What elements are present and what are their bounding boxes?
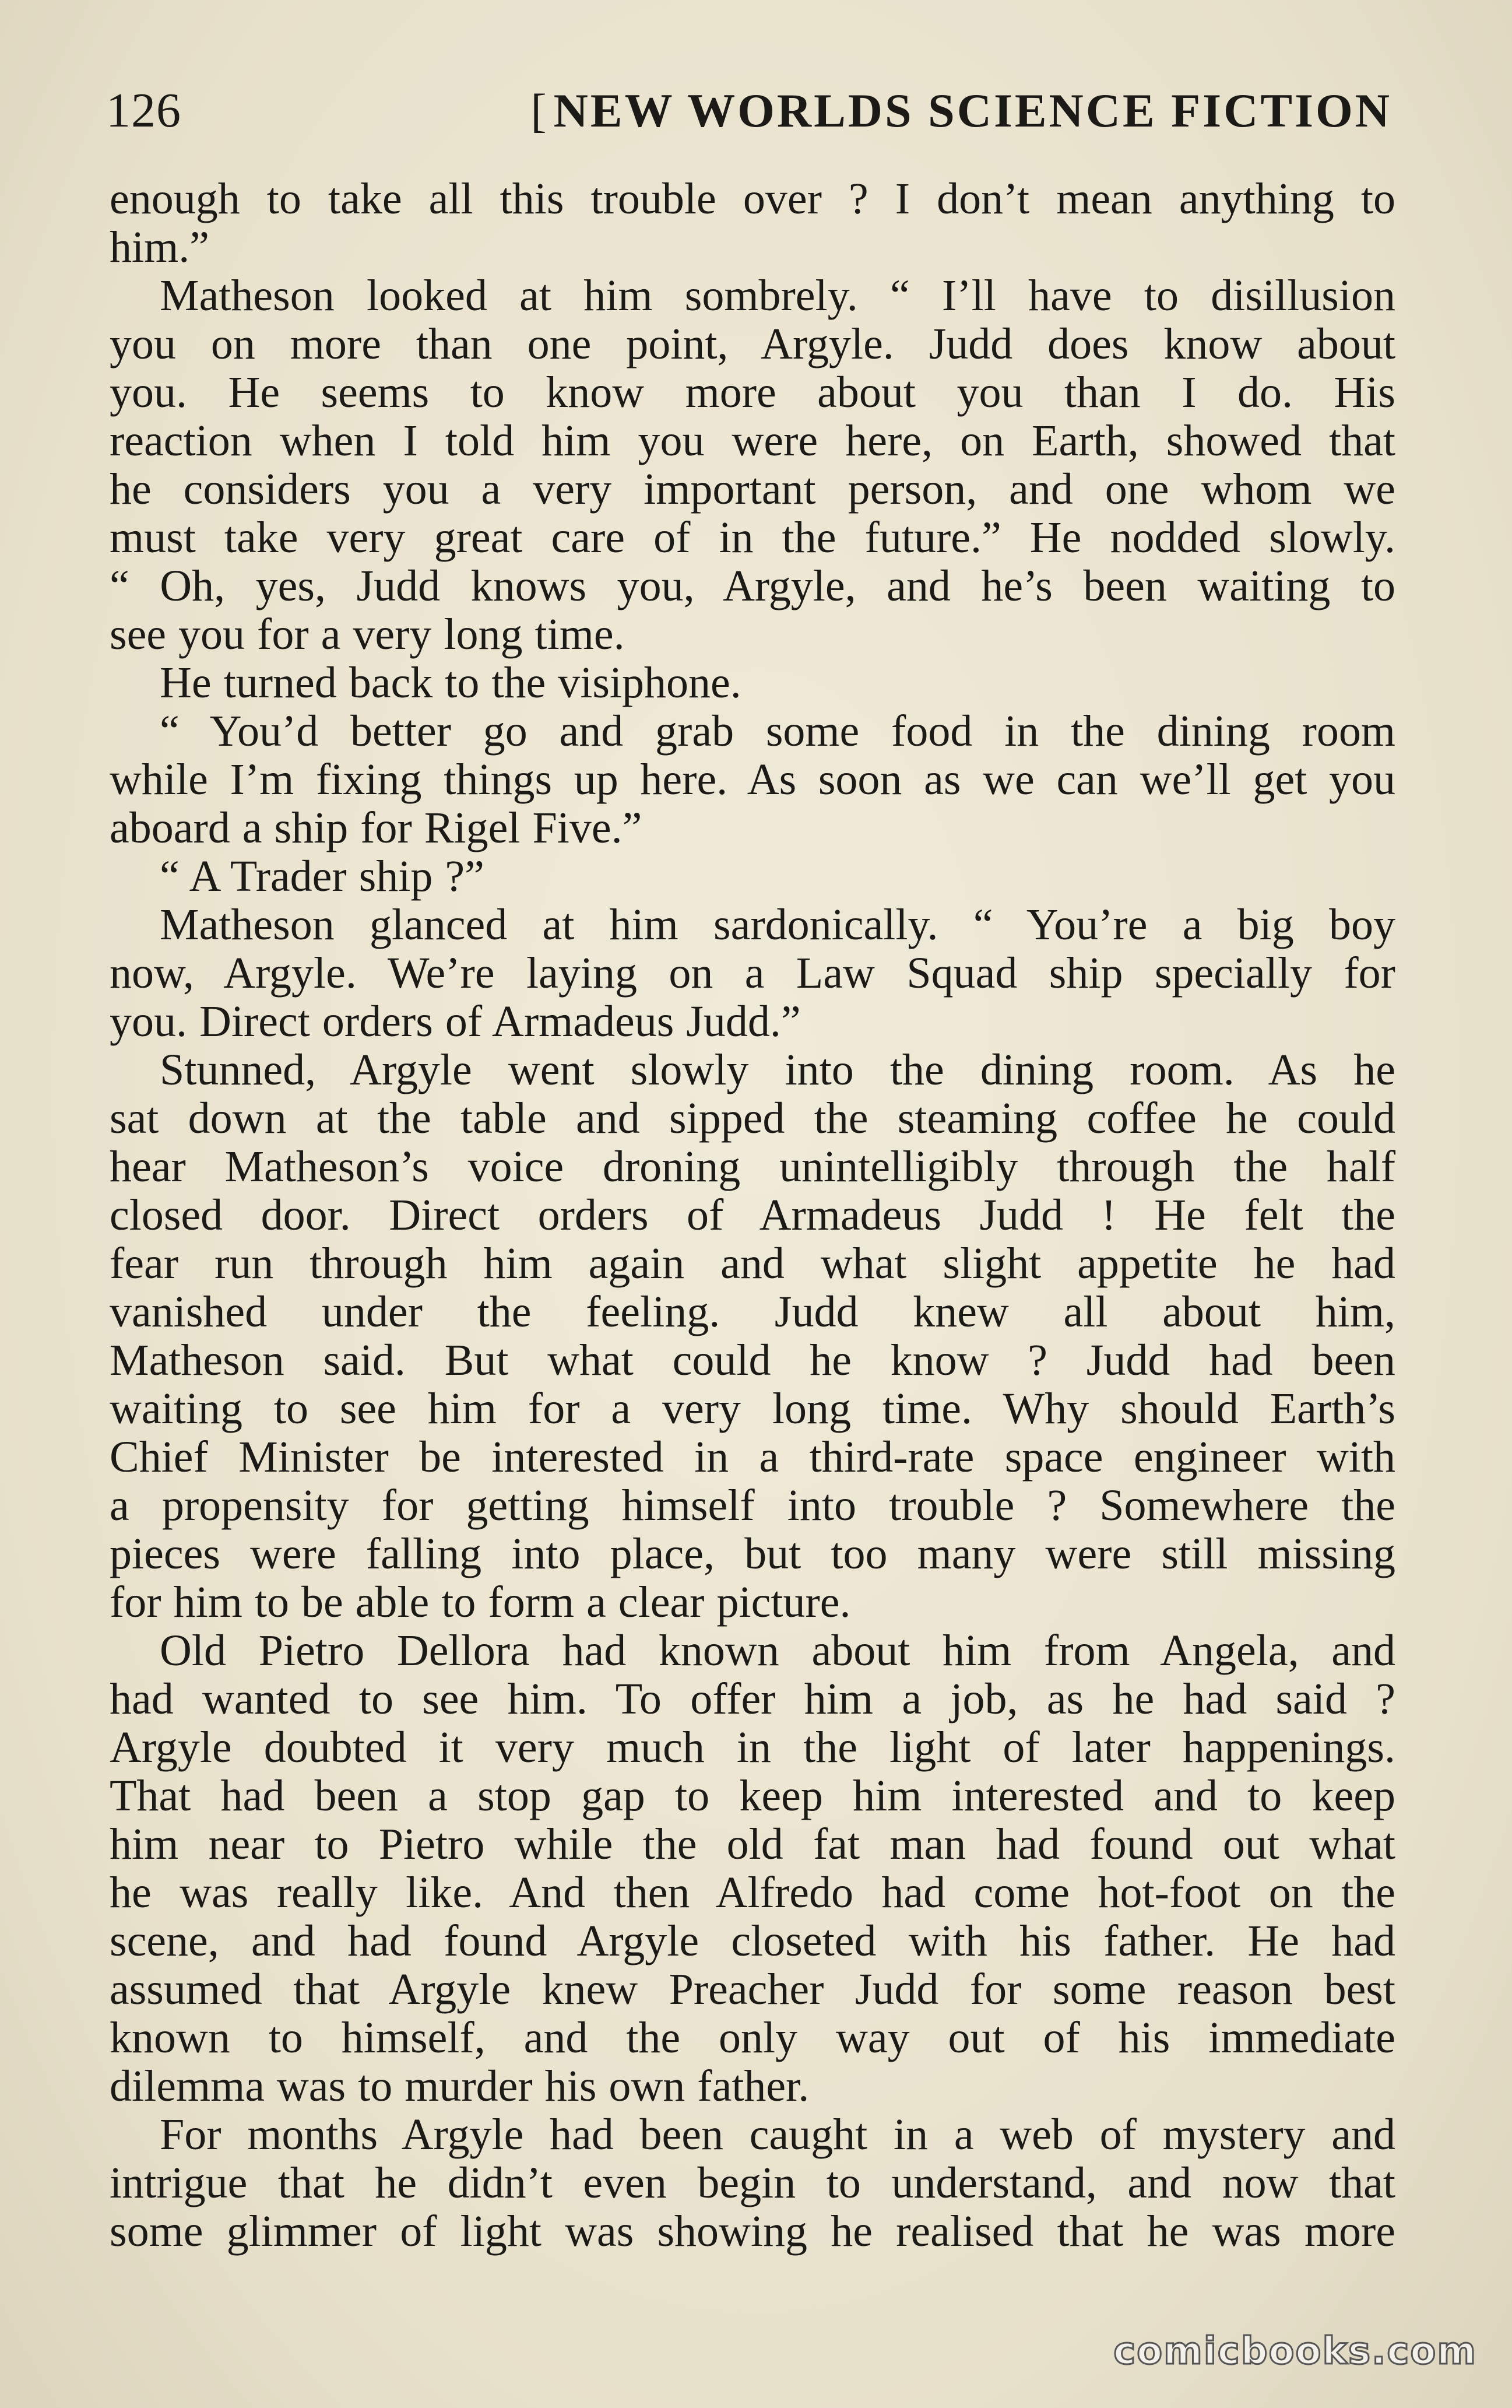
text-line: Matheson glanced at him sardonically. “ You’re a big boy bbox=[160, 900, 1395, 949]
title-bracket: [ bbox=[530, 84, 549, 137]
text-line: some glimmer of light was showing he realised that he was more bbox=[110, 2207, 1395, 2256]
text-line: closed door. Direct orders of Armadeus Judd ! He felt the bbox=[110, 1191, 1395, 1240]
text-line: he was really like. And then Alfredo had come hot-foot on the bbox=[110, 1868, 1395, 1917]
text-line: He turned back to the visiphone. bbox=[160, 658, 741, 707]
text-line: Matheson said. But what could he know ? Judd had been bbox=[110, 1336, 1395, 1385]
running-title-text: NEW WORLDS SCIENCE FICTION bbox=[553, 84, 1392, 137]
text-line: For months Argyle had been caught in a web of mystery and bbox=[160, 2110, 1395, 2159]
text-line: Old Pietro Dellora had known about him from Angela, and bbox=[160, 1626, 1395, 1675]
text-line: now, Argyle. We’re laying on a Law Squad ship specially for bbox=[110, 949, 1395, 998]
text-line: sat down at the table and sipped the steaming coffee he could bbox=[110, 1094, 1395, 1143]
text-line: you. Direct orders of Armadeus Judd.” bbox=[110, 997, 801, 1046]
text-line: aboard a ship for Rigel Five.” bbox=[110, 803, 642, 852]
text-line: Chief Minister be interested in a third-rate space engineer with bbox=[110, 1433, 1395, 1482]
text-line: must take very great care of in the future.” He nodded slowly. bbox=[110, 513, 1395, 562]
text-line: you. He seems to know more about you than I do. His bbox=[110, 368, 1395, 417]
text-line: Argyle doubted it very much in the light of later happenings. bbox=[110, 1723, 1395, 1772]
text-line: Matheson looked at him sombrely. “ I’ll have to disillusion bbox=[160, 271, 1395, 320]
text-line: dilemma was to murder his own father. bbox=[110, 2062, 810, 2111]
page-header bbox=[106, 79, 1392, 143]
text-line: pieces were falling into place, but too many were still missing bbox=[110, 1529, 1395, 1578]
text-line: “ You’d better go and grab some food in the dining room bbox=[160, 707, 1395, 756]
body-text bbox=[110, 175, 1395, 2256]
text-line: assumed that Argyle knew Preacher Judd for some reason best bbox=[110, 1965, 1395, 2014]
text-line: intrigue that he didn’t even begin to understand, and now that bbox=[110, 2158, 1395, 2207]
text-line: reaction when I told him you were here, on Earth, showed that bbox=[110, 416, 1395, 465]
text-line: for him to be able to form a clear picture. bbox=[110, 1578, 851, 1627]
text-line: him.” bbox=[110, 223, 209, 272]
text-line: fear run through him again and what slight appetite he had bbox=[110, 1239, 1395, 1288]
page-number: 126 bbox=[106, 83, 181, 138]
text-line: vanished under the feeling. Judd knew all about him, bbox=[110, 1287, 1395, 1336]
text-line: waiting to see him for a very long time. Why should Earth’s bbox=[110, 1384, 1395, 1433]
text-line: scene, and had found Argyle closeted with his father. He had bbox=[110, 1916, 1395, 1965]
text-line: hear Matheson’s voice droning unintelligibly through the half bbox=[110, 1142, 1395, 1191]
text-line: see you for a very long time. bbox=[110, 610, 625, 659]
text-line: “ Oh, yes, Judd knows you, Argyle, and he’s been waiting to bbox=[110, 561, 1395, 610]
watermark: comicbooks.com bbox=[1113, 2330, 1477, 2373]
text-line: That had been a stop gap to keep him interested and to keep bbox=[110, 1771, 1395, 1820]
text-line: while I’m fixing things up here. As soon as we can we’ll get you bbox=[110, 755, 1395, 804]
text-line: known to himself, and the only way out of his immediate bbox=[110, 2013, 1395, 2062]
text-line: he considers you a very important person, and one whom we bbox=[110, 465, 1395, 514]
text-line: enough to take all this trouble over ? I don’t mean anything to bbox=[110, 174, 1395, 223]
text-line: him near to Pietro while the old fat man had found out what bbox=[110, 1820, 1395, 1869]
running-title bbox=[530, 79, 1392, 143]
text-line: “ A Trader ship ?” bbox=[160, 852, 484, 901]
text-line: had wanted to see him. To offer him a job, as he had said ? bbox=[110, 1675, 1395, 1723]
text-line: a propensity for getting himself into trouble ? Somewhere the bbox=[110, 1481, 1395, 1530]
text-line: you on more than one point, Argyle. Judd does know about bbox=[110, 320, 1395, 368]
text-line: Stunned, Argyle went slowly into the dining room. As he bbox=[160, 1045, 1395, 1094]
